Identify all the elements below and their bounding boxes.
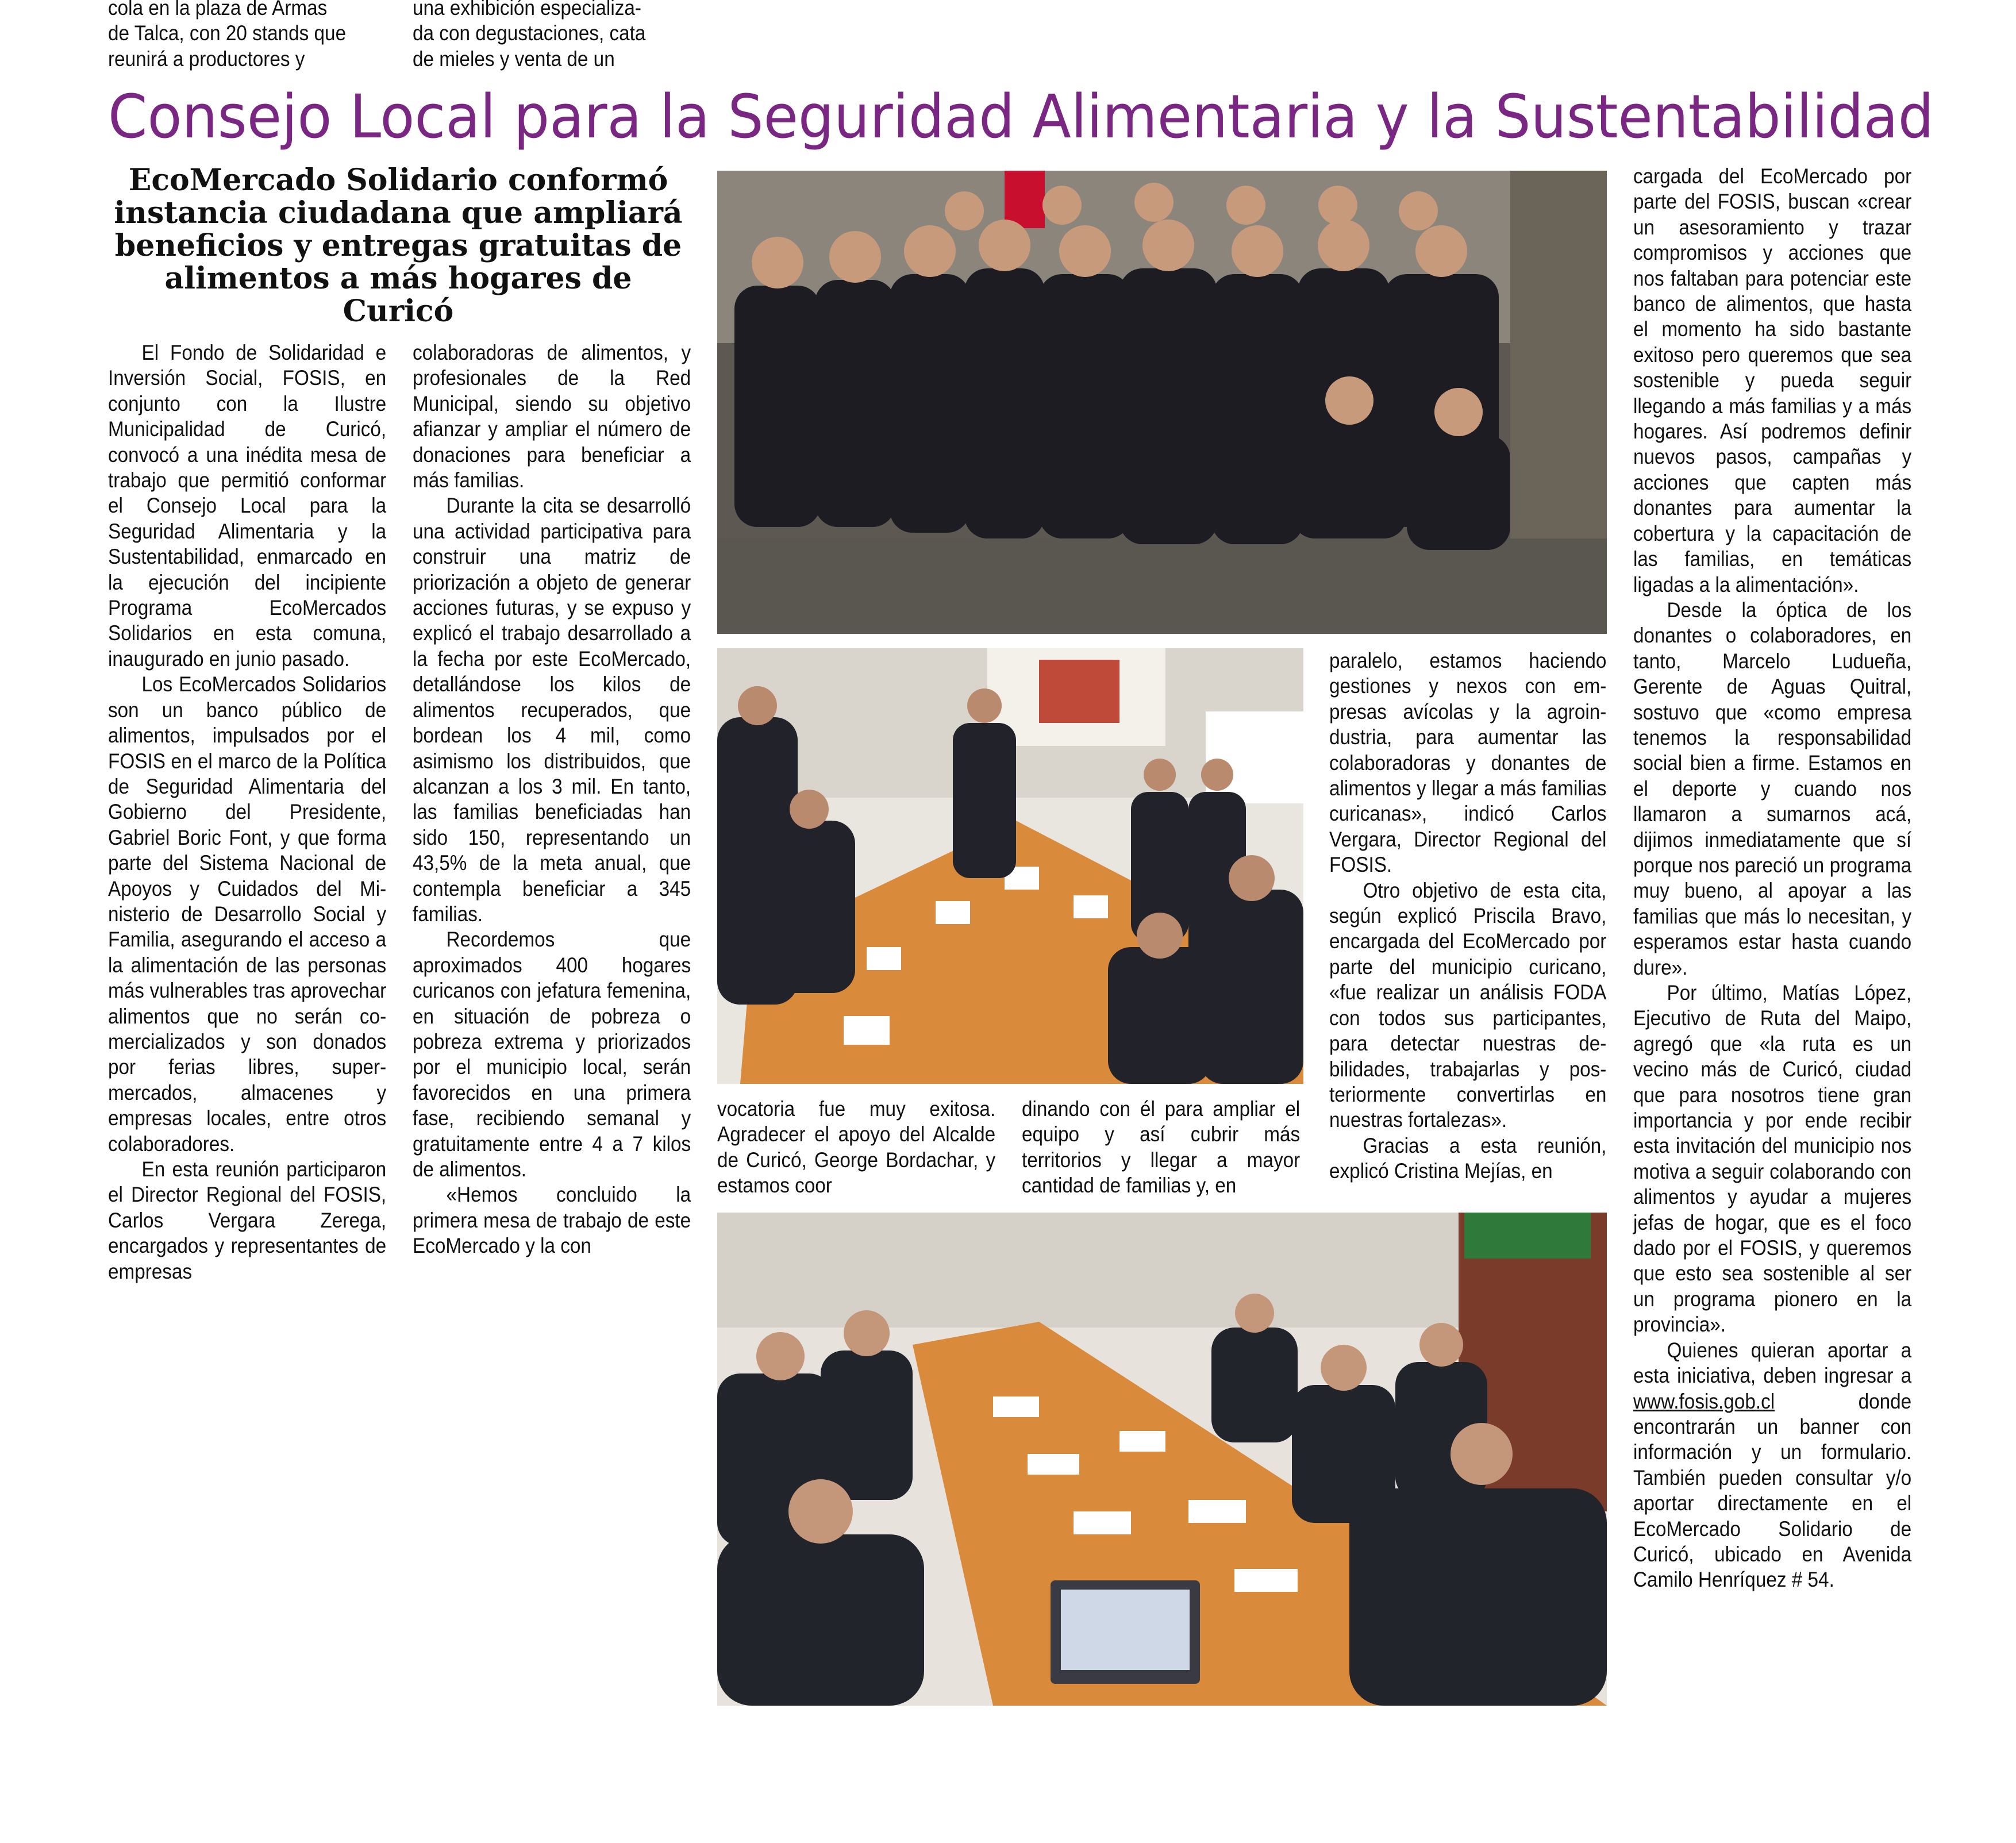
previous-article-fragment-col2: una exhibición especializa- da con degustaciones, cata de mieles y venta de un: [413, 0, 646, 71]
paragraph: En esta reunión participaron el Director Regional del FOSIS, Carlos Vergara Zerega, encargados y representantes de empresas: [108, 1157, 387, 1283]
paragraph: paralelo, estamos haciendo gestiones y nexos con empresas avícolas y la agroindustria, para aumentar las colaboradoras y donantes de alimentos y llegar a más familias curicanas», indicó Carlos Vergara, Director Regional del FOSIS.: [1329, 649, 1607, 877]
paragraph: Por último, Matías López, Ejecutivo de Ruta del Maipo, agregó que «la ruta es un vecino más de Curicó, ciudad que para nosotros tiene gran importancia y por ende recibir esta invitación del municipio nos motiva a seguir colaborando con alimentos y ayudar a mujeres jefas de hogar, que es el foco dado por el FOSIS, y queremos que esto sea sostenible al ser un programa pionero en la provincia».: [1633, 981, 1912, 1337]
paragraph: Durante la cita se desarrolló una actividad participativa para construir una matriz de priorización a objeto de generar acciones futuras, y se expuso y explicó el trabajo desarrollado a la fecha por este EcoMercado, detallándose los kilos de alimentos recuperados, que bordean los 4 mil, como asimismo los distribuidos, que alcanzan a los 3 mil. En tanto, las familias beneficiadas han sido 150, representando un 43,5% de la meta anual, que contempla beneficiar a 345 familias.: [413, 494, 691, 926]
article-subtitle: EcoMercado Solidario conformó instancia ciudadana que ampliará beneficios y entregas gratuitas de alimentos a más hogares de Curicó: [114, 163, 683, 329]
group-photo-graphic: [717, 171, 1607, 634]
article-title: Consejo Local para la Seguridad Alimentaria y la Sustentabilidad: [108, 82, 1934, 152]
article-column-3: [717, 1096, 995, 1199]
meeting-presentation-graphic: [717, 648, 1303, 1084]
meeting-table-graphic: [717, 1213, 1607, 1706]
paragraph: vocatoria fue muy exitosa. Agradecer el apoyo del Alcalde de Curicó, George Bordachar, y estamos coor: [717, 1097, 996, 1198]
article-column-6: [1633, 164, 1911, 1593]
paragraph: Quienes quieran aportar a esta iniciativa, deben ingresar a www.fosis.gob.cl donde encontrarán un banner con información y un formulario. También pueden consultar y/o aportar directamente en el EcoMercado Solidario de Curicó, ubicado en Avenida Camilo Henríquez # 54.: [1633, 1338, 1912, 1592]
article-column-1: [108, 340, 386, 1284]
paragraph: Otro objetivo de esta cita, según explicó Priscila Bravo, encargada del EcoMercado por parte del municipio curicano, «fue realizar un análisis FODA con todos sus participantes, para detectar nuestras debilidades, trabajarlas y posteriormente convertirlas en nuestras fortalezas».: [1329, 878, 1607, 1132]
paragraph: Recordemos que aproximados 400 hogares curicanos con jefatura femenina, en situación de pobreza o pobreza extrema y priorizados por el municipio local, serán favorecidos en una primera fase, recibiendo semanal y gratuitamente entre 4 a 7 kilos de alimentos.: [413, 928, 691, 1181]
paragraph: «Hemos concluido la primera mesa de trabajo de este EcoMercado y la con: [413, 1183, 691, 1258]
previous-article-fragment-col1: cola en la plaza de Armas de Talca, con 20 stands que reunirá a productores y: [108, 0, 347, 71]
paragraph: dinando con él para ampliar el equipo y así cubrir más territorios y llegar a mayor cantidad de familias y, en: [1022, 1097, 1301, 1198]
paragraph: Desde la óptica de los donantes o colaboradores, en tanto, Marcelo Ludueña, Gerente de Aguas Quitral, sostuvo que «como empresa tenemos la responsabilidad social bien a firme. Estamos en el deporte y cuando nos llamaron a sumarnos acá, dijimos inmediatamente que sí porque nos pareció un programa muy bueno, al apoyar a las familias que más lo necesitan, y esperamos estar hasta cuando dure».: [1633, 598, 1912, 979]
paragraph: Gracias a esta reunión, explicó Cristina Mejías, en: [1329, 1133, 1607, 1183]
fosis-website-link[interactable]: www.fosis.gob.cl: [1633, 1389, 1775, 1413]
meeting-table-photo: [717, 1213, 1607, 1706]
paragraph: El Fondo de Solidaridad e Inversión Social, FOSIS, en conjunto con la Ilustre Municipalidad de Curicó, convocó a una inédita mesa de trabajo que permitió conformar el Consejo Local para la Seguridad Alimentaria y la Sustentabilidad, enmarcado en la ejecución del incipiente Programa EcoMercados Solidarios en esta comuna, inaugurado en junio pasado.: [108, 341, 387, 671]
article-column-2: [413, 340, 691, 1259]
meeting-presentation-photo: [717, 648, 1303, 1084]
article-column-4: [1022, 1096, 1300, 1199]
group-photo: [717, 171, 1607, 634]
paragraph: cargada del EcoMercado por parte del FOSIS, buscan «crear un asesoramiento y trazar compromisos y acciones que nos faltaban para potenciar este banco de alimentos, que hasta el momento ha sido bastante exitoso pero queremos que sea sostenible y pueda seguir llegando a más familias y a más hogares. Así podremos definir nuevos pasos, campañas y acciones que capten más donantes para aumentar la cobertura y la capacitación de las familias, en temáticas ligadas a la alimentación».: [1633, 164, 1912, 597]
paragraph: colaboradoras de alimentos, y profesionales de la Red Municipal, siendo su objetivo afianzar y ampliar el número de donaciones para beneficiar a más familias.: [413, 341, 691, 493]
article-column-5: [1329, 648, 1606, 1184]
paragraph: Los EcoMercados Solidarios son un banco público de alimentos, impulsados por el FOSIS en el marco de la Política de Seguridad Alimentaria del Gobierno del Presidente, Gabriel Boric Font, y que forma parte del Sistema Nacional de Apoyos y Cuidados del Ministerio de Desarrollo Social y Familia, asegurando el acceso a la alimentación de las personas más vulnerables tras aprovechar alimentos que no serán comercializados y son donados por ferias libres, supermercados, almacenes y empresas locales, entre otros colaboradores.: [108, 672, 387, 1156]
